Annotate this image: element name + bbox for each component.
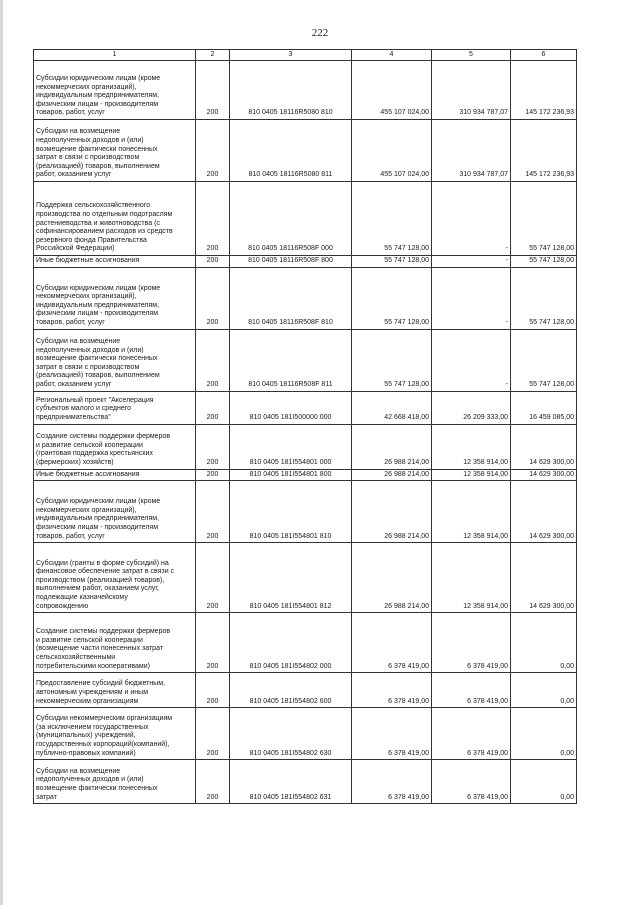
table-row: [34, 391, 577, 424]
budget-code: 810 0405 18116R508F 810: [230, 267, 352, 329]
column-header: 4: [352, 50, 432, 61]
amount-remaining: 0,00: [511, 613, 577, 673]
amount-executed: 26 209 333,00: [432, 391, 511, 424]
amount-remaining: 14 629 300,00: [511, 469, 577, 481]
amount-planned: 6 378 419,00: [352, 613, 432, 673]
amount-planned: 26 988 214,00: [352, 469, 432, 481]
item-col2: 200: [196, 182, 230, 256]
amount-planned: 455 107 024,00: [352, 120, 432, 182]
item-col2: 200: [196, 256, 230, 268]
amount-planned: 55 747 128,00: [352, 329, 432, 391]
amount-planned: 6 378 419,00: [352, 760, 432, 804]
amount-planned: 6 378 419,00: [352, 673, 432, 708]
amount-executed: 310 934 787,07: [432, 61, 511, 120]
amount-executed: -: [432, 267, 511, 329]
table-row: [34, 329, 577, 391]
amount-remaining: 16 459 085,00: [511, 391, 577, 424]
item-name: Субсидии на возмещение недополученных доходов и (или) возмещение фактически понесенных затрат: [34, 760, 196, 804]
item-col2: 200: [196, 543, 230, 613]
amount-planned: 55 747 128,00: [352, 256, 432, 268]
table-row: [34, 267, 577, 329]
amount-planned: 26 988 214,00: [352, 481, 432, 543]
table-row: [34, 673, 577, 708]
column-header: 2: [196, 50, 230, 61]
amount-planned: 6 378 419,00: [352, 708, 432, 760]
budget-code: 810 0405 18116R5080 810: [230, 61, 352, 120]
amount-remaining: 14 629 300,00: [511, 543, 577, 613]
amount-executed: -: [432, 256, 511, 268]
amount-remaining: 0,00: [511, 673, 577, 708]
table-row: [34, 708, 577, 760]
table-row: [34, 469, 577, 481]
budget-code: 810 0405 181I554802 600: [230, 673, 352, 708]
item-name: Создание системы поддержки фермеров и развитие сельской кооперации (возмещение части понесенных затрат сельскохозяйственными потребительскими кооперативами): [34, 613, 196, 673]
item-name: Субсидии юридическим лицам (кроме некоммерческих организаций), индивидуальным предпринимателям, физическим лицам - производителям товаров, работ, услуг: [34, 267, 196, 329]
budget-code: 810 0405 181I554802 630: [230, 708, 352, 760]
budget-code: 810 0405 181I554801 810: [230, 481, 352, 543]
budget-code: 810 0405 18116R508F 811: [230, 329, 352, 391]
item-col2: 200: [196, 469, 230, 481]
item-name: Субсидии некоммерческим организациям (за исключением государственных (муниципальных) учреждений, государственных корпораций(компаний), публично-правовых компаний): [34, 708, 196, 760]
budget-code: 810 0405 18116R5080 811: [230, 120, 352, 182]
amount-executed: 12 358 914,00: [432, 543, 511, 613]
amount-remaining: 55 747 128,00: [511, 329, 577, 391]
page-number: 222: [311, 27, 329, 39]
table-row: [34, 256, 577, 268]
item-col2: 200: [196, 61, 230, 120]
table-row: [34, 760, 577, 804]
amount-remaining: 0,00: [511, 708, 577, 760]
table-row: [34, 61, 577, 120]
amount-remaining: 14 629 300,00: [511, 481, 577, 543]
amount-planned: 55 747 128,00: [352, 182, 432, 256]
item-name: Субсидии юридическим лицам (кроме некоммерческих организаций), индивидуальным предпринимателям, физическим лицам - производителям товаров, работ, услуг: [34, 481, 196, 543]
item-col2: 200: [196, 391, 230, 424]
table-header-row: [34, 50, 577, 61]
item-name: Субсидии на возмещение недополученных доходов и (или) возмещение фактически понесенных затрат в связи с производством (реализацией) товаров, выполнением работ, оказанием услуг: [34, 120, 196, 182]
item-col2: 200: [196, 673, 230, 708]
budget-table: [33, 49, 577, 804]
item-name: Иные бюджетные ассигнования: [34, 256, 196, 268]
item-name: Поддержка сельскохозяйственного производства по отдельным подотраслям растениеводства и животноводства (с софинансированием расходов из средств резервного фонда Правительства Российской Федерации): [34, 182, 196, 256]
amount-executed: 6 378 419,00: [432, 613, 511, 673]
amount-remaining: 55 747 128,00: [511, 267, 577, 329]
item-name: Иные бюджетные ассигнования: [34, 469, 196, 481]
amount-remaining: 55 747 128,00: [511, 256, 577, 268]
amount-executed: 6 378 419,00: [432, 708, 511, 760]
amount-remaining: 145 172 236,93: [511, 61, 577, 120]
item-name: Субсидии юридическим лицам (кроме некоммерческих организаций), индивидуальным предпринимателям, физическим лицам - производителям товаров, работ, услуг: [34, 61, 196, 120]
column-header: 3: [230, 50, 352, 61]
column-header: 6: [511, 50, 577, 61]
amount-executed: -: [432, 182, 511, 256]
amount-remaining: 55 747 128,00: [511, 182, 577, 256]
item-name: Субсидии (гранты в форме субсидий) на финансовое обеспечение затрат в связи с производством (реализацией товаров), выполнением работ, оказанием услуг, подлежащие казначейскому сопровождению: [34, 543, 196, 613]
budget-code: 810 0405 18116R508F 800: [230, 256, 352, 268]
item-name: Создание системы поддержки фермеров и развитие сельской кооперации (грантовая поддержка крестьянских (фермерских) хозяйств): [34, 424, 196, 469]
table-row: [34, 182, 577, 256]
item-col2: 200: [196, 267, 230, 329]
amount-executed: 6 378 419,00: [432, 673, 511, 708]
budget-code: 810 0405 181I554802 000: [230, 613, 352, 673]
amount-executed: 12 358 914,00: [432, 481, 511, 543]
amount-remaining: 14 629 300,00: [511, 424, 577, 469]
budget-code: 810 0405 181I554801 000: [230, 424, 352, 469]
amount-planned: 455 107 024,00: [352, 61, 432, 120]
table-row: [34, 481, 577, 543]
amount-planned: 26 988 214,00: [352, 543, 432, 613]
budget-code: 810 0405 181I554801 800: [230, 469, 352, 481]
budget-code: 810 0405 18116R508F 000: [230, 182, 352, 256]
budget-code: 810 0405 181I500000 000: [230, 391, 352, 424]
item-col2: 200: [196, 613, 230, 673]
amount-executed: 310 934 787,07: [432, 120, 511, 182]
item-name: Субсидии на возмещение недополученных доходов и (или) возмещение фактически понесенных затрат в связи с производством (реализацией) товаров, выполнением работ, оказанием услуг: [34, 329, 196, 391]
table-row: [34, 424, 577, 469]
table-row: [34, 613, 577, 673]
scan-edge: [0, 0, 3, 905]
amount-planned: 26 988 214,00: [352, 424, 432, 469]
amount-remaining: 0,00: [511, 760, 577, 804]
budget-code: 810 0405 181I554801 812: [230, 543, 352, 613]
amount-executed: 12 358 914,00: [432, 469, 511, 481]
amount-executed: -: [432, 329, 511, 391]
column-header: 5: [432, 50, 511, 61]
amount-executed: 12 358 914,00: [432, 424, 511, 469]
table-row: [34, 120, 577, 182]
amount-planned: 55 747 128,00: [352, 267, 432, 329]
amount-executed: 6 378 419,00: [432, 760, 511, 804]
item-name: Предоставление субсидий бюджетным, автономным учреждениям и иным некоммерческим организациям: [34, 673, 196, 708]
item-name: Региональный проект "Акселерация субъектов малого и среднего предпринимательства": [34, 391, 196, 424]
item-col2: 200: [196, 481, 230, 543]
item-col2: 200: [196, 708, 230, 760]
item-col2: 200: [196, 120, 230, 182]
budget-code: 810 0405 181I554802 631: [230, 760, 352, 804]
amount-remaining: 145 172 236,93: [511, 120, 577, 182]
item-col2: 200: [196, 760, 230, 804]
column-header: 1: [34, 50, 196, 61]
item-col2: 200: [196, 424, 230, 469]
item-col2: 200: [196, 329, 230, 391]
table-row: [34, 543, 577, 613]
amount-planned: 42 668 418,00: [352, 391, 432, 424]
